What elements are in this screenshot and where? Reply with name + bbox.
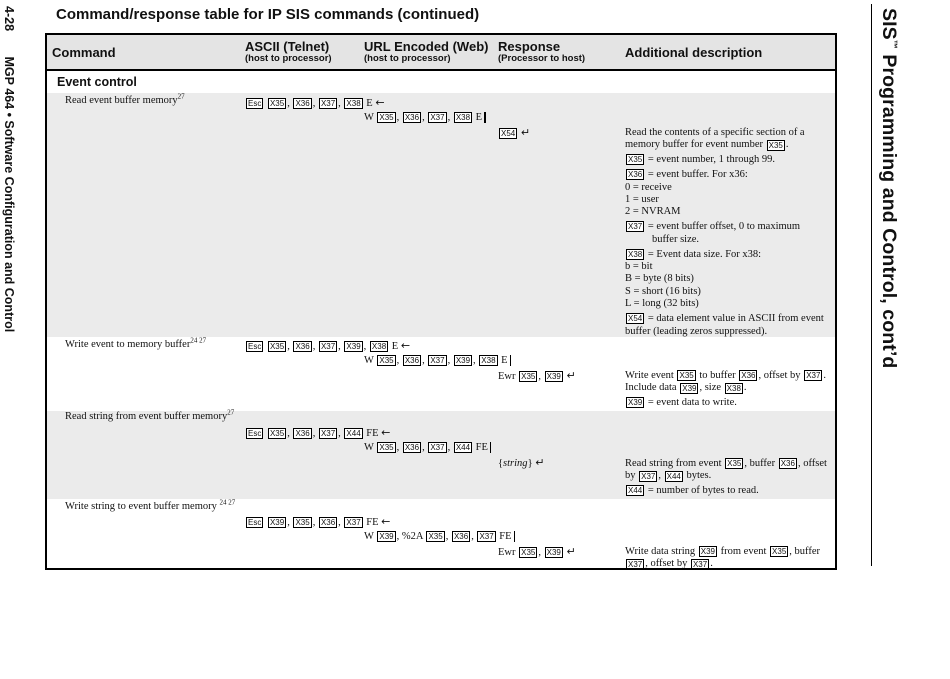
table-row [47,93,835,337]
header-response: Response (Processor to host) [498,39,586,64]
table-row [47,499,835,570]
description: Read string from event X35 , buffer X36 , offset by X37 , X44 bytes. X44 = number of bytes to read. [625,458,827,497]
command-name: Write event to memory buffer$^{24 27}$ [65,336,207,350]
response: X54 ↵ [501,126,531,139]
enter-icon: ↵ [535,456,545,469]
left-margin [0,6,22,346]
description: Write data string X39 from event X35 , buffer X37 , offset by X37 . [625,546,820,570]
url-command: W X39 , %2A X35 , X36 , X37 FE [364,531,515,543]
margin-rule [871,4,872,566]
arrow-left-icon: ← [375,96,385,109]
pipe-icon [490,442,492,453]
page-number: 4-28 [2,6,16,32]
url-command: W X35 , X36 , X37 , X38 E [364,112,486,124]
manual-footer: MGP 464 • Software Configuration and Control [2,56,16,333]
command-name: Write string to event buffer memory $^{24 27}$ [65,498,236,512]
ascii-command: Esc X35 , X36 , X37 , X39 , X38 E ← [248,339,411,352]
ascii-command: Esc X35 , X36 , X37 , X44 FE ← [248,426,391,439]
page-title: Command/response table for IP SIS commands (continued) [56,6,480,23]
description: Write event X35 to buffer X36 , offset by X37 . Include data X39 , size X38 . X39 = event data to write. [625,370,827,409]
ascii-command: Esc X35 , X36 , X37 , X38 E ← [248,96,385,109]
command-table [45,33,837,570]
description: Read the contents of a specific section of a memory buffer for event number X35 . X35 = event number, 1 through 99. X36 = event buffer. For x36: 0 = receive 1 = user 2 = NVRAM X37 = event buffer offset, 0 to maximum buffer size. X38 = Event data size. For x38: b = bit B = byte (8 bits) S = short (16 bits) L = long (32 bits) X54 = data element value in ASCII from event buffer (leading zeros suppressed). [625,127,824,337]
header-description: Additional description [625,45,763,60]
header-url: URL Encoded (Web) (host to processor) [364,39,489,64]
enter-icon: ↵ [520,126,531,139]
header-command: Command [52,45,116,60]
arrow-left-icon: ← [400,339,411,352]
pipe-icon [514,531,516,542]
table-row [47,408,835,499]
pipe-icon [484,112,486,123]
url-command: W X35 , X36 , X37 , X39 , X38 E [364,355,511,367]
section-title: Event control [57,75,137,89]
enter-icon: ↵ [566,545,576,558]
response: Ewr X35 , X39 ↵ [498,369,576,382]
arrow-left-icon: ← [381,515,391,528]
url-command: W X35 , X36 , X37 , X44 FE [364,442,491,454]
response: {string} ↵ [498,456,545,469]
right-margin [870,4,900,574]
table-row [47,337,835,411]
arrow-left-icon: ← [381,426,391,439]
ascii-command: Esc X39 , X35 , X36 , X37 FE ← [248,515,391,528]
pipe-icon [510,355,512,366]
command-name: Read string from event buffer memory$^{27}$ [65,408,235,422]
enter-icon: ↵ [566,369,576,382]
table-header [47,35,835,71]
response: Ewr X35 , X39 ↵ [498,545,576,558]
command-name: Read event buffer memory$^{27}$ [65,92,185,106]
chapter-title: SIS™ Programming and Control, cont’d [878,8,900,369]
header-ascii: ASCII (Telnet) (host to processor) [245,39,332,64]
